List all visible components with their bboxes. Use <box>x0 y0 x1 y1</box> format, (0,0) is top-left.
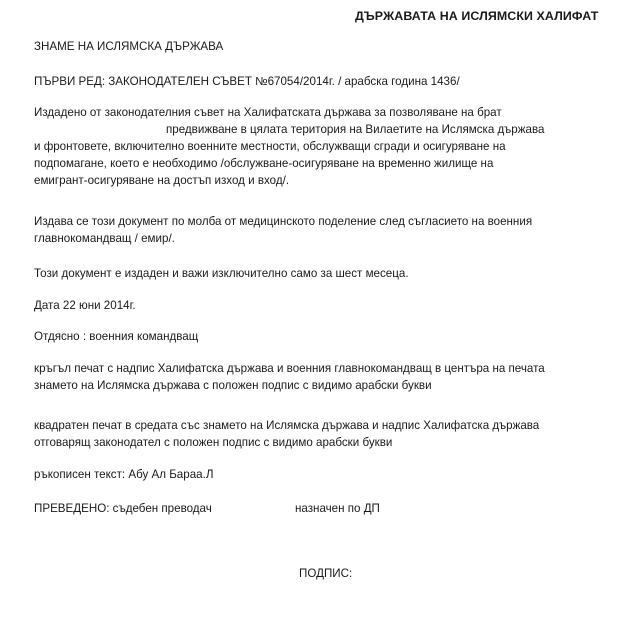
validity-line: Този документ е издаден и важи изключително само за шест месеца. <box>34 267 409 280</box>
date-line: Дата 22 юни 2014г. <box>34 299 136 312</box>
translator-label: ПРЕВЕДЕНО: съдебен преводач <box>34 502 212 515</box>
text-line: емигрант-осигуряване на достъп изход и вход/. <box>34 174 290 187</box>
text-line: предвижване в цялата територия на Вилаетите на Ислямска държава <box>166 123 545 136</box>
square-seal-description <box>34 417 539 451</box>
translator-appointment: назначен по ДП <box>295 502 380 515</box>
text-line: квадратен печат в средата със знамето на Ислямска държава и надпис Халифатска държава <box>34 419 540 432</box>
flag-title: ЗНАМЕ НА ИСЛЯМСКА ДЪРЖАВА <box>34 40 224 53</box>
paragraph-request <box>34 213 532 247</box>
text-line: Издадено от законодателния съвет на Халифатската държава за позволяване на брат <box>34 106 502 119</box>
text-line: главнокомандващ / емир/. <box>34 232 175 245</box>
round-seal-description <box>34 360 545 394</box>
text-line: кръгъл печат с надпис Халифатска държава и военния главнокомандващ в центъра на печата <box>34 362 545 375</box>
order-line: ПЪРВИ РЕД: ЗАКОНОДАТЕЛЕН СЪВЕТ №67054/2014г. / арабска година 1436/ <box>34 75 460 88</box>
text-line: и фронтовете, включително военните местности, обслужващи сгради и осигуряване на <box>34 140 506 153</box>
text-line: отговарящ законодател с положен подпис с видимо арабски букви <box>34 436 393 449</box>
state-header: ДЪРЖАВАТА НА ИСЛЯМСКИ ХАЛИФАТ <box>355 9 599 23</box>
handwritten-text-line: ръкописен текст: Абу Ал Бараа.Л <box>34 468 214 481</box>
paragraph-permission <box>34 104 544 189</box>
text-line: Издава се този документ по молба от медицинското поделение след съгласието на военния <box>34 215 533 228</box>
text-line: подпомагане, което е необходимо /обслужване-осигуряване на временно жилище на <box>34 157 494 170</box>
signed-line: Отдясно : военния командващ <box>34 330 199 343</box>
signature-label: ПОДПИС: <box>299 567 353 580</box>
text-line: знамето на Ислямска държава с положен подпис с видимо арабски букви <box>34 379 432 392</box>
